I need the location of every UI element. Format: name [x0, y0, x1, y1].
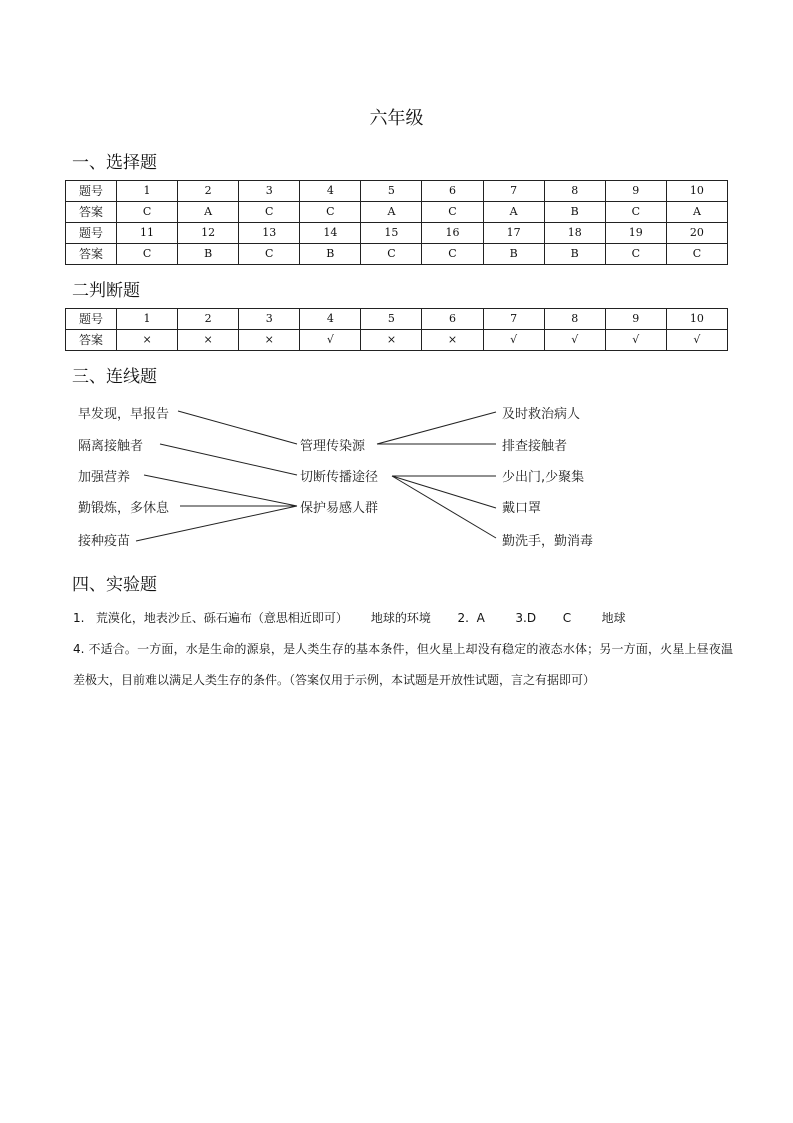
answer-cell: C: [605, 202, 666, 223]
link-line: [392, 476, 496, 538]
table-row: [66, 309, 728, 330]
choice-answer-table: [65, 180, 728, 265]
answer-number: 1.: [73, 611, 85, 625]
question-number: 1: [117, 181, 178, 202]
matching-right-item: 戴口罩: [502, 501, 542, 516]
link-line: [377, 412, 496, 444]
question-number: 10: [666, 181, 727, 202]
question-number: 7: [483, 181, 544, 202]
matching-middle-item: 切断传播途径: [300, 470, 379, 485]
answer-text: A: [476, 611, 485, 625]
section-heading-choice: 一、选择题: [72, 153, 157, 173]
answer-cell: C: [666, 244, 727, 265]
answer-cell: C: [117, 202, 178, 223]
question-number: 16: [422, 223, 483, 244]
row-label: 题号: [66, 223, 117, 244]
answer-cell: C: [422, 202, 483, 223]
section-heading-matching: 三、连线题: [72, 367, 157, 387]
row-label: 答案: [66, 244, 117, 265]
experiment-answer-4: [73, 634, 733, 696]
matching-left-item: 勤锻炼，多休息: [78, 501, 170, 516]
answer-cell: A: [178, 202, 239, 223]
answer-cell: C: [239, 244, 300, 265]
table-row: [66, 244, 728, 265]
question-number: 10: [666, 309, 727, 330]
question-number: 14: [300, 223, 361, 244]
page-title: 六年级: [369, 108, 424, 129]
question-number: 7: [483, 309, 544, 330]
matching-right-item: 排查接触者: [502, 439, 568, 454]
answer-cell: ×: [361, 330, 422, 351]
matching-middle-item: 保护易感人群: [300, 501, 379, 516]
table-row: [66, 202, 728, 223]
matching-right-item: 勤洗手，勤消毒: [502, 534, 594, 549]
question-number: 5: [361, 309, 422, 330]
answer-cell: ×: [422, 330, 483, 351]
table-row: [66, 181, 728, 202]
answer-cell: C: [117, 244, 178, 265]
answer-number: 2.: [457, 611, 469, 625]
question-number: 6: [422, 309, 483, 330]
row-label: 答案: [66, 202, 117, 223]
section-heading-judge: 二判断题: [72, 281, 140, 301]
section-heading-experiment: 四、实验题: [72, 575, 157, 595]
matching-right-item: 少出门,少聚集: [502, 470, 585, 485]
matching-right-item: 及时救治病人: [502, 407, 581, 422]
answer-cell: B: [483, 244, 544, 265]
answer-text: D: [526, 611, 537, 625]
question-number: 12: [178, 223, 239, 244]
answer-cell: C: [361, 244, 422, 265]
answer-cell: √: [544, 330, 605, 351]
answer-cell: ×: [239, 330, 300, 351]
matching-left-item: 早发现，早报告: [78, 407, 170, 422]
link-line: [392, 476, 496, 508]
experiment-answer-line-1: [73, 603, 733, 634]
question-number: 3: [239, 181, 300, 202]
question-number: 1: [117, 309, 178, 330]
answer-cell: √: [605, 330, 666, 351]
question-number: 19: [605, 223, 666, 244]
answer-cell: √: [300, 330, 361, 351]
answer-cell: A: [483, 202, 544, 223]
answer-cell: B: [544, 244, 605, 265]
question-number: 13: [239, 223, 300, 244]
question-number: 4: [300, 181, 361, 202]
answer-text: 地球: [601, 611, 626, 625]
answer-text: 地球的环境: [370, 611, 431, 625]
table-row: [66, 330, 728, 351]
question-number: 2: [178, 181, 239, 202]
answer-cell: C: [300, 202, 361, 223]
question-number: 11: [117, 223, 178, 244]
answer-cell: ×: [117, 330, 178, 351]
answer-cell: A: [361, 202, 422, 223]
question-number: 17: [483, 223, 544, 244]
link-line: [160, 444, 297, 475]
answer-cell: B: [178, 244, 239, 265]
matching-middle-item: 管理传染源: [300, 439, 366, 454]
answer-text: 不适合。一方面，水是生命的源泉，是人类生存的基本条件，但火星上却没有稳定的液态水体；另一方面，火星上昼夜温差极大，目前难以满足人类生存的条件。（答案仅用于示例，本试题是开放性试题，言之有据即可）: [73, 642, 733, 687]
answer-cell: C: [605, 244, 666, 265]
answer-cell: A: [666, 202, 727, 223]
question-number: 20: [666, 223, 727, 244]
judge-answer-table: [65, 308, 728, 351]
answer-cell: C: [422, 244, 483, 265]
table-row: [66, 223, 728, 244]
answer-cell: √: [666, 330, 727, 351]
question-number: 8: [544, 181, 605, 202]
answer-cell: √: [483, 330, 544, 351]
answer-cell: C: [239, 202, 300, 223]
matching-left-item: 隔离接触者: [78, 439, 144, 454]
question-number: 9: [605, 309, 666, 330]
answer-cell: B: [300, 244, 361, 265]
row-label: 题号: [66, 181, 117, 202]
answer-number: 4.: [73, 642, 85, 656]
answer-cell: B: [544, 202, 605, 223]
answer-text: 荒漠化，地表沙丘、砾石遍布（意思相近即可）: [95, 611, 348, 625]
matching-diagram: [60, 396, 640, 564]
row-label: 题号: [66, 309, 117, 330]
question-number: 9: [605, 181, 666, 202]
question-number: 2: [178, 309, 239, 330]
link-line: [178, 411, 297, 444]
matching-left-item: 接种疫苗: [78, 534, 131, 549]
question-number: 3: [239, 309, 300, 330]
question-number: 4: [300, 309, 361, 330]
question-number: 18: [544, 223, 605, 244]
answer-cell: ×: [178, 330, 239, 351]
answer-number: 3.: [515, 611, 527, 625]
row-label: 答案: [66, 330, 117, 351]
answer-text: C: [562, 611, 572, 625]
question-number: 5: [361, 181, 422, 202]
question-number: 8: [544, 309, 605, 330]
question-number: 6: [422, 181, 483, 202]
matching-left-item: 加强营养: [78, 470, 131, 485]
question-number: 15: [361, 223, 422, 244]
